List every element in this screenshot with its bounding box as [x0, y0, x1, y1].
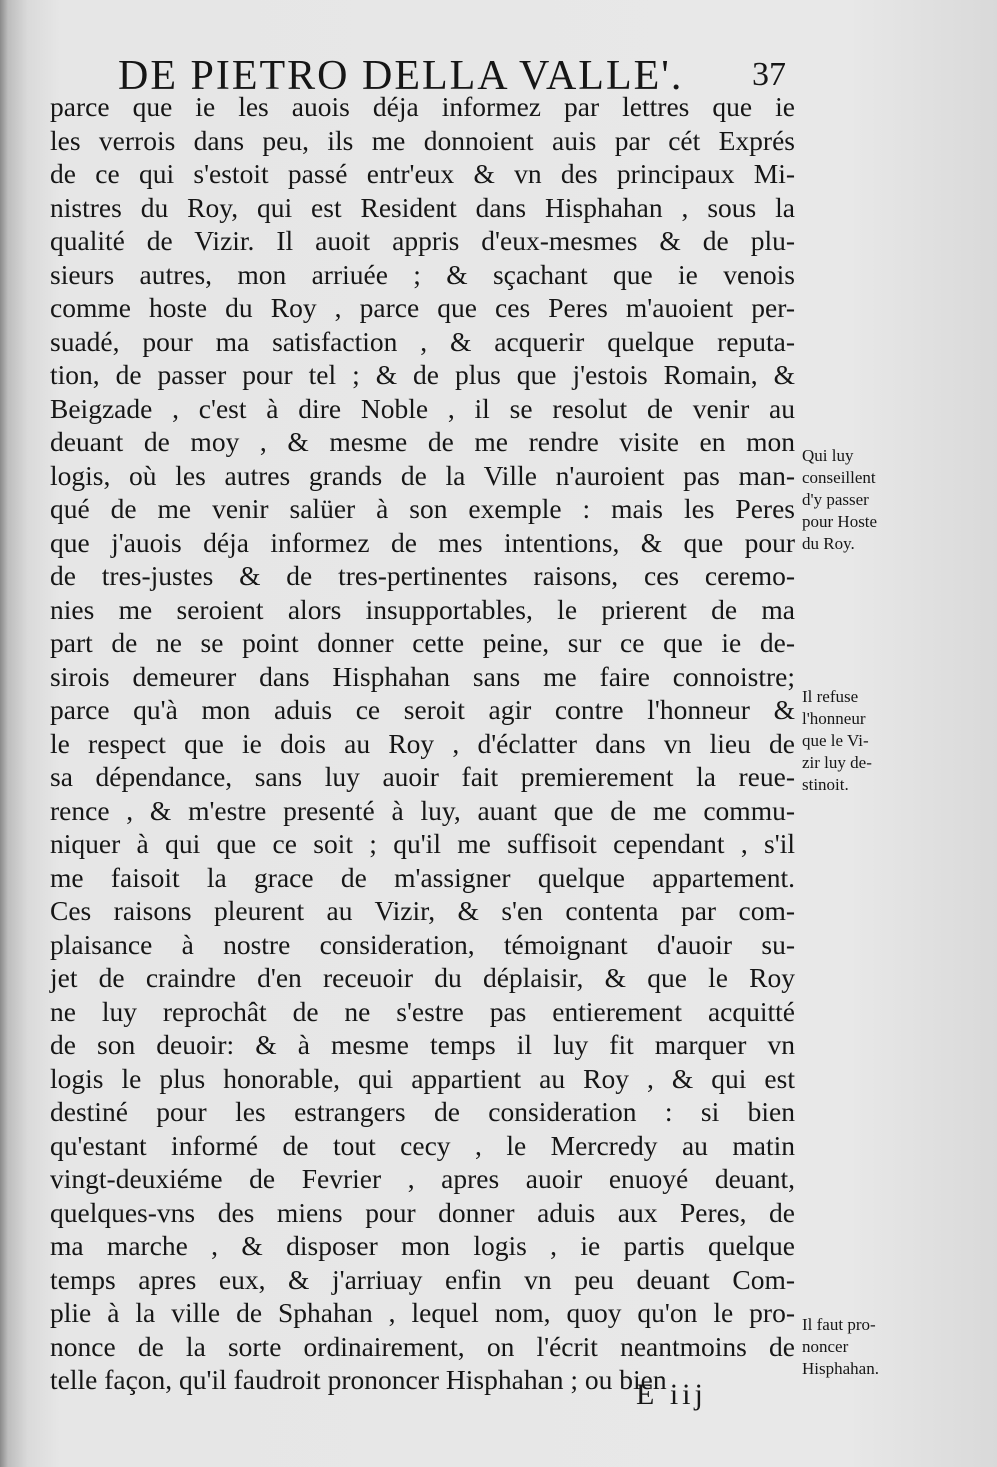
- text-line: sirois demeurer dans Hisphahan sans me faire connoistre;: [50, 660, 795, 692]
- margin-note-line: Qui luy: [802, 446, 854, 465]
- text-line: jet de craindre d'en receuoir du déplaisir, & que le Roy: [50, 962, 795, 993]
- text-line: de tres-justes & de tres-pertinentes raisons, ces ceremo-: [50, 560, 795, 591]
- text-line: qualité de Vizir. Il auoit appris d'eux-mesmes & de plu-: [50, 225, 795, 256]
- margin-note-line: Hisphahan.: [802, 1359, 879, 1378]
- margin-note-line: noncer: [802, 1337, 849, 1356]
- text-line: rence , & m'estre presenté à luy, auant que de me commu-: [50, 794, 795, 826]
- text-line: deuant de moy , & mesme de me rendre visite en mon: [50, 426, 795, 457]
- margin-note-line: conseillent: [802, 468, 876, 487]
- margin-note-line: Il refuse: [802, 687, 859, 706]
- text-line: destiné pour les estrangers de consideration : si bien: [50, 1096, 795, 1127]
- text-line: suadé, pour ma satisfaction , & acquerir quelque reputa-: [50, 325, 795, 357]
- text-line: que j'auois déja informez de mes intentions, & que pour: [50, 526, 795, 558]
- text-line: plaisance à nostre consideration, témoignant d'auoir su-: [50, 928, 795, 960]
- text-line: Ces raisons pleurent au Vizir, & s'en contenta par com-: [50, 895, 795, 926]
- page-number: 37: [752, 56, 786, 93]
- text-line: tion, de passer pour tel ; & de plus que j'estois Romain, &: [50, 359, 795, 390]
- margin-note-line: d'y passer: [802, 490, 869, 509]
- text-line: de son deuoir: & à mesme temps il luy fit marquer vn: [50, 1029, 795, 1060]
- text-line: vingt-deuxiéme de Fevrier , apres auoir enuoyé deuant,: [50, 1163, 795, 1194]
- margin-note-line: l'honneur: [802, 709, 866, 728]
- text-line: nonce de la sorte ordinairement, on l'écrit neantmoins de: [50, 1330, 795, 1362]
- text-line: nistres du Roy, qui est Resident dans Hisphahan , sous la: [50, 191, 795, 223]
- text-line: nies me seroient alors insupportables, le prierent de ma: [50, 593, 795, 625]
- text-line: ne luy reprochât de ne s'estre pas entierement acquitté: [50, 995, 795, 1027]
- text-line: le respect que ie dois au Roy , d'éclatter dans vn lieu de: [50, 727, 795, 759]
- text-line: logis le plus honorable, qui appartient au Roy , & qui est: [50, 1062, 795, 1094]
- margin-note-line: zir luy de-: [802, 753, 872, 772]
- margin-note-line: Il faut pro-: [802, 1315, 876, 1334]
- running-head: DE PIETRO DELLA VALLE'.: [118, 53, 684, 99]
- text-line: logis, où les autres grands de la Ville n'auroient pas man-: [50, 459, 795, 491]
- margin-note-3: [802, 1314, 987, 1380]
- text-line: telle façon, qu'il faudroit prononcer Hisphahan ; ou bien: [50, 1364, 667, 1395]
- text-line: les verrois dans peu, ils me donnoient auis par cét Exprés: [50, 124, 795, 156]
- body-text: [50, 90, 795, 1397]
- margin-note-line: pour Hoste: [802, 512, 878, 531]
- text-line: Beigzade , c'est à dire Noble , il se resolut de venir au: [50, 392, 795, 424]
- margin-note-line: du Roy.: [802, 534, 855, 553]
- text-line: comme hoste du Roy , parce que ces Peres m'auoient per-: [50, 292, 795, 323]
- text-line: sieurs autres, mon arriuée ; & sçachant que ie venois: [50, 258, 795, 290]
- text-line: parce que ie les auois déja informez par lettres que ie: [50, 91, 795, 122]
- margin-note-line: que le Vi-: [802, 731, 869, 750]
- signature-mark: E iij: [636, 1378, 707, 1411]
- text-line: qu'estant informé de tout cecy , le Mercredy au matin: [50, 1129, 795, 1161]
- text-line: part de ne se point donner cette peine, sur ce que ie de-: [50, 627, 795, 658]
- text-line: me faisoit la grace de m'assigner quelque appartement.: [50, 861, 795, 893]
- margin-note-2: [802, 686, 987, 796]
- margin-note-line: stinoit.: [802, 775, 849, 794]
- text-line: sa dépendance, sans luy auoir fait premierement la reue-: [50, 761, 795, 792]
- text-line: ma marche , & disposer mon logis , ie partis quelque: [50, 1230, 795, 1261]
- text-line: quelques-vns des miens pour donner aduis aux Peres, de: [50, 1196, 795, 1228]
- text-line: niquer à qui que ce soit ; qu'il me suffisoit cependant , s'il: [50, 828, 795, 859]
- text-line: parce qu'à mon aduis ce seroit agir contre l'honneur &: [50, 694, 795, 725]
- margin-note-1: [802, 445, 987, 555]
- text-line: plie à la ville de Sphahan , lequel nom, quoy qu'on le pro-: [50, 1297, 795, 1328]
- text-line: temps apres eux, & j'arriuay enfin vn peu deuant Com-: [50, 1263, 795, 1295]
- text-line: qué de me venir salüer à son exemple : mais les Peres: [50, 493, 795, 524]
- text-line: de ce qui s'estoit passé entr'eux & vn des principaux Mi-: [50, 158, 795, 189]
